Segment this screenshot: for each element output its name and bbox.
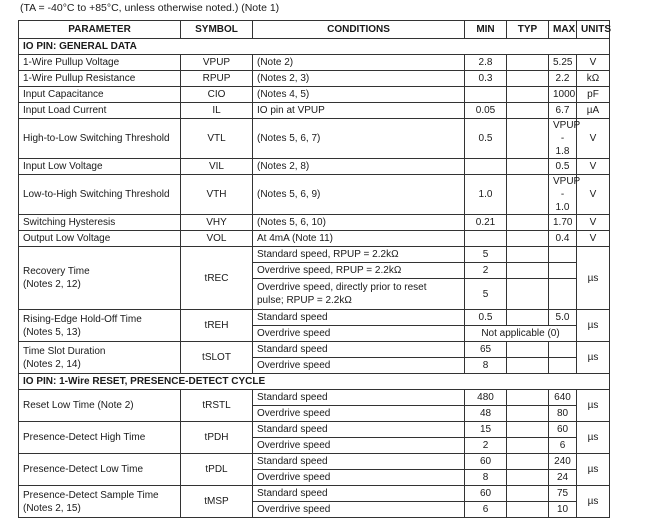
table-row: Overdrive speed 48 80 [19,406,610,422]
max-cell: VPUP - 1.8 [549,119,577,159]
header-conditions: CONDITIONS [253,21,465,39]
table-row: Presence-Detect Sample Time (Notes 2, 15) tMSP Standard speed 60 75 µs [19,486,610,502]
table-row: Overdrive speed, RPUP = 2.2kΩ 2 [19,263,610,279]
param-cell: Recovery Time (Notes 2, 12) [19,247,181,310]
table-row: Presence-Detect High Time tPDH Standard speed 15 60 µs [19,422,610,438]
header-parameter: PARAMETER [19,21,181,39]
section-reset-presence: IO PIN: 1-Wire RESET, PRESENCE-DETECT CYCLE [19,374,610,390]
table-row: Switching Hysteresis VHY (Notes 5, 6, 10) 0.21 1.70 V [19,215,610,231]
table-row: 1-Wire Pullup Voltage VPUP (Note 2) 2.8 5.25 V [19,55,610,71]
header-max: MAX [549,21,577,39]
table-row: Rising-Edge Hold-Off Time (Notes 5, 13) tREH Standard speed 0.5 5.0 µs [19,310,610,326]
electrical-characteristics-table [18,20,610,518]
conditions-caption: (TA = -40°C to +85°C, unless otherwise noted.) (Note 1) [20,2,280,14]
table-row: Input Low Voltage VIL (Notes 2, 8) 0.5 V [19,159,610,175]
header-min: MIN [465,21,507,39]
table-row: 1-Wire Pullup Resistance RPUP (Notes 2, 3) 0.3 2.2 kΩ [19,71,610,87]
header-typ: TYP [507,21,549,39]
table-row: Overdrive speed 8 24 [19,470,610,486]
table-row: High-to-Low Switching Threshold VTL (Notes 5, 6, 7) 0.5 VPUP - 1.8 V [19,119,610,159]
param-cell: Presence-Detect Sample Time (Notes 2, 15) [19,486,181,518]
table-row: Overdrive speed 6 10 [19,502,610,518]
table-row: Presence-Detect Low Time tPDL Standard speed 60 240 µs [19,454,610,470]
table-row: Output Low Voltage VOL At 4mA (Note 11) 0.4 V [19,231,610,247]
section-general-data: IO PIN: GENERAL DATA [19,39,610,55]
table-row: Reset Low Time (Note 2) tRSTL Standard speed 480 640 µs [19,390,610,406]
table-row: Overdrive speed, directly prior to reset pulse; RPUP = 2.2kΩ 5 [19,279,610,310]
table-row: Overdrive speed Not applicable (0) [19,326,610,342]
cond-cell: Overdrive speed, directly prior to reset pulse; RPUP = 2.2kΩ [253,279,465,310]
table-row: Input Load Current IL IO pin at VPUP 0.05 6.7 µA [19,103,610,119]
table-row: Recovery Time (Notes 2, 12) tREC Standard speed, RPUP = 2.2kΩ 5 µs [19,247,610,263]
table-row: Overdrive speed 2 6 [19,438,610,454]
table-row: Low-to-High Switching Threshold VTH (Notes 5, 6, 9) 1.0 VPUP - 1.0 V [19,175,610,215]
header-row [19,21,610,39]
header-symbol: SYMBOL [181,21,253,39]
table-row: Input Capacitance CIO (Notes 4, 5) 1000 pF [19,87,610,103]
max-cell: VPUP - 1.0 [549,175,577,215]
table-row: Time Slot Duration (Notes 2, 14) tSLOT Standard speed 65 µs [19,342,610,358]
param-cell: Rising-Edge Hold-Off Time (Notes 5, 13) [19,310,181,342]
header-units: UNITS [577,21,610,39]
table-row: Overdrive speed 8 [19,358,610,374]
param-cell: Time Slot Duration (Notes 2, 14) [19,342,181,374]
